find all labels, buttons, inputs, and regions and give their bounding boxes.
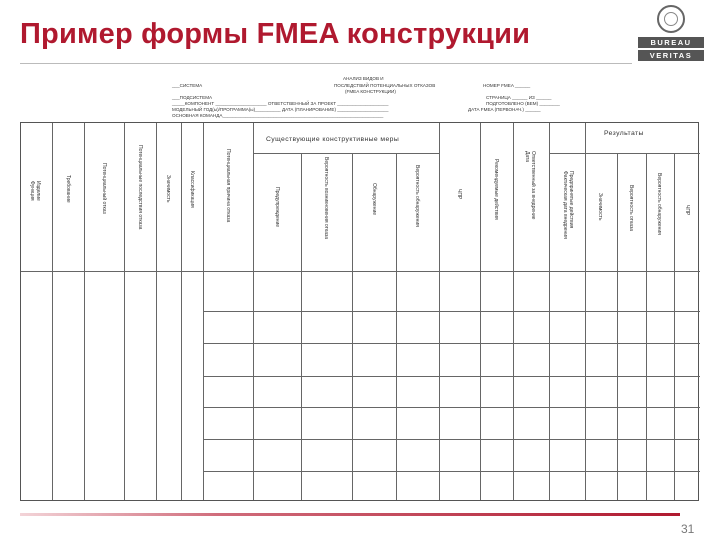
slide-title: Пример формы FMEA конструкции: [20, 18, 531, 50]
fmea-number-field: НОМЕР FMEA ______: [483, 83, 531, 88]
group-results: Результаты: [604, 130, 644, 137]
col-actions-taken: Предпринятые действия Фактическая дата внедрения: [562, 171, 574, 239]
header-line-2: ПОСЛЕДСТВИЙ ПОТЕНЦИАЛЬНЫХ ОТКАЗОВ: [334, 83, 436, 88]
col-rpn: ЧПР: [456, 189, 462, 200]
bureau-veritas-logo: [638, 5, 704, 63]
header-line-1: АНАЛИЗ ВИДОВ И: [343, 76, 384, 81]
prepared-field: ПОДГОТОВЛЕНО (ВЕМ) ________: [486, 101, 560, 106]
title-divider: [20, 63, 632, 64]
col-detection: Вероятность обнаружения: [414, 165, 420, 227]
col-recommended-actions: Рекомендуемые действия: [493, 159, 499, 220]
header-line-3: (FMEA КОНСТРУКЦИИ): [345, 89, 396, 94]
system-field: ___СИСТЕМА: [172, 83, 203, 88]
col-responsibility-date: Ответственный за внедрение Дата: [524, 151, 536, 220]
footer-divider: [20, 513, 680, 516]
col-result-severity: Значимость: [597, 193, 603, 221]
col-potential-failure: Потенциальный отказ: [101, 163, 107, 214]
col-failure-effects: Потенциальные последствия отказа: [137, 145, 143, 230]
col-requirement: Требование: [65, 175, 71, 203]
col-prevention: Предупреждение: [274, 187, 280, 228]
component-field: _____КОМПОНЕНТ ____________________ ОТВЕТСТВЕННЫЙ ЗА ПРОЕКТ ____________________: [172, 101, 389, 106]
col-result-rpn: ЧПР: [684, 205, 690, 216]
model-year-field: МОДЕЛЬНЫЙ ГОД(ы)/ПРОГРАММА(ы)__________ ДАТА (ПЛАНИРОВАНИЕ) ____________________: [172, 107, 389, 112]
logo-line-2: VERITAS: [638, 50, 704, 61]
subsystem-field: ___ПОДСИСТЕМА: [172, 95, 213, 100]
col-item-function: Изделие Функция: [29, 181, 41, 201]
col-classification: Классификация: [189, 171, 195, 208]
page-field: СТРАНИЦА ______ ИЗ ______: [486, 95, 552, 100]
fmea-form-table: [20, 122, 699, 501]
core-team-field: ОСНОВНАЯ КОМАНДА_______________________________________________________________: [172, 113, 384, 118]
col-severity: Значимость: [165, 175, 171, 203]
fmea-date-field: ДАТА FMEA (ПЕРВОНАЧ.) ______: [468, 107, 541, 112]
logo-line-1: BUREAU: [638, 37, 704, 48]
col-failure-cause: Потенциальная причина отказа: [225, 149, 231, 223]
col-result-occurrence: Вероятность отказа: [628, 185, 634, 232]
col-detection-control: Обнаружение: [371, 183, 377, 216]
page-number: 31: [681, 522, 695, 536]
seal-icon: [657, 5, 685, 33]
group-existing-measures: Существующие конструктивные меры: [266, 136, 400, 143]
col-occurrence: Вероятность возникновения отказа: [323, 157, 329, 239]
col-result-detection: Вероятность обнаружения: [656, 173, 662, 235]
